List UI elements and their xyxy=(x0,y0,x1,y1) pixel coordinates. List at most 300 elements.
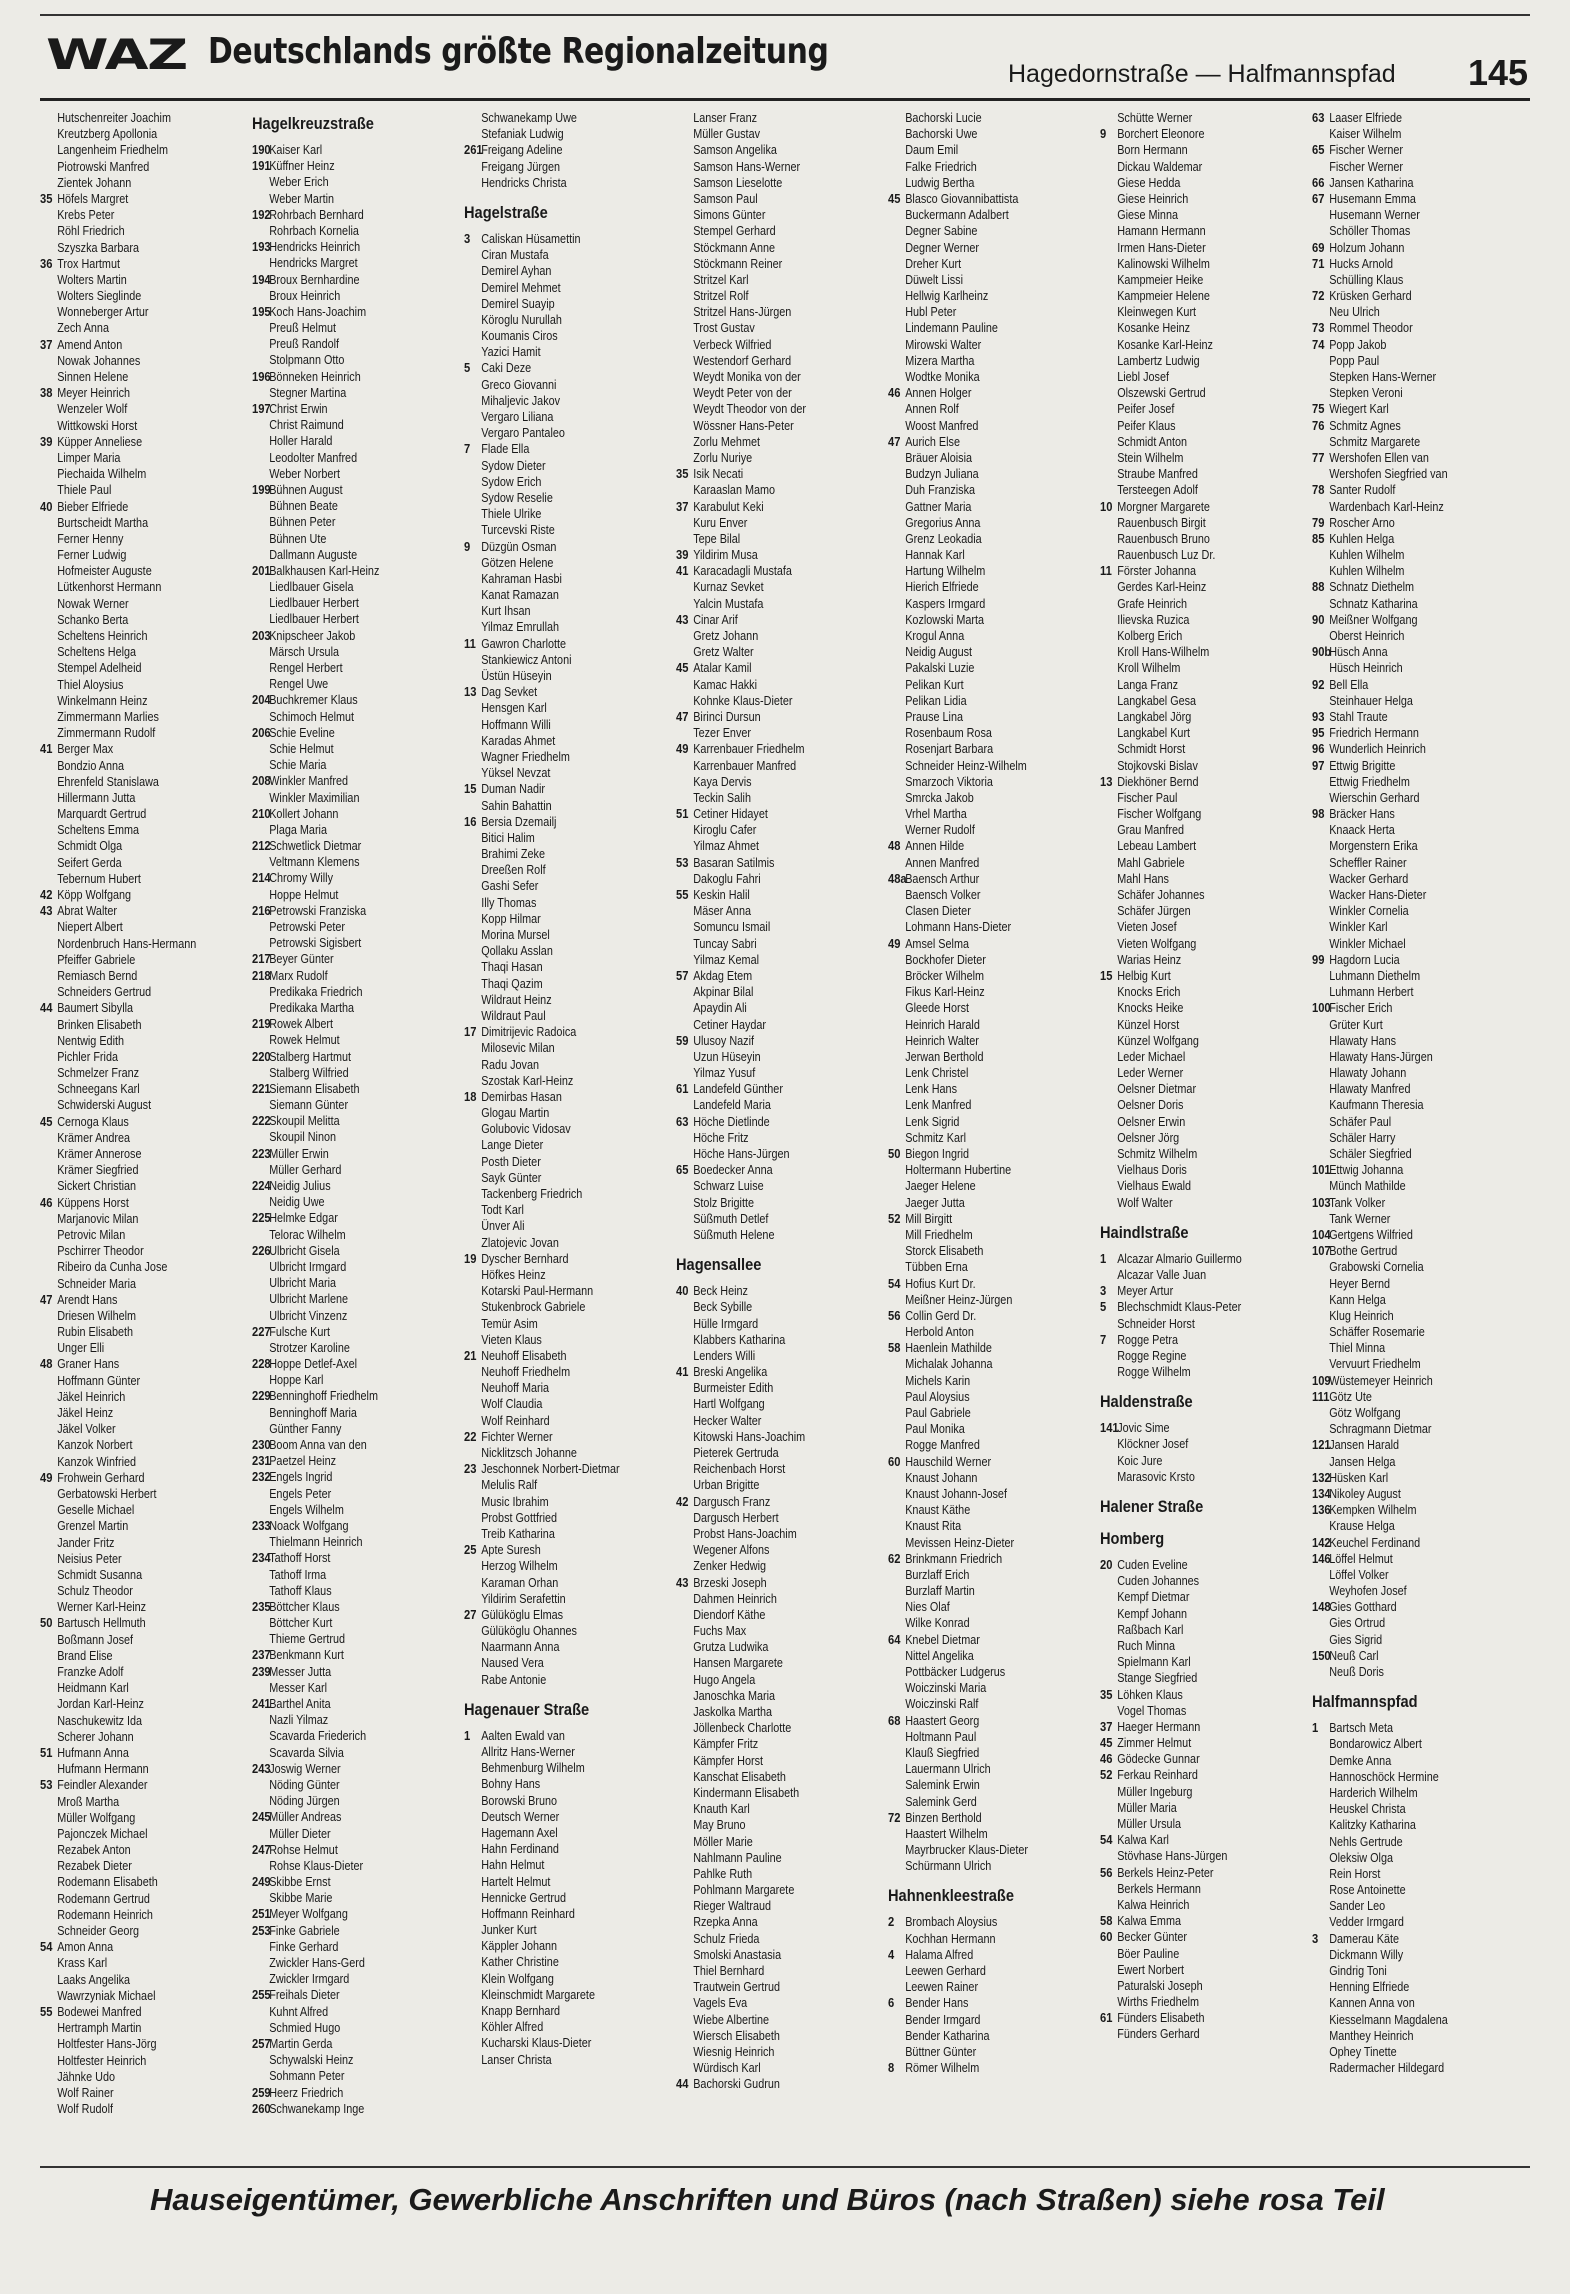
resident-name: Winkler Maximilian xyxy=(269,790,360,805)
resident-entry xyxy=(252,1987,428,2003)
resident-entry xyxy=(252,1097,428,1113)
house-number: 201 xyxy=(252,562,271,578)
resident-name: Becker Günter xyxy=(1117,1930,1188,1945)
house-number: 41 xyxy=(40,741,53,757)
resident-entry xyxy=(1312,1518,1488,1534)
resident-name: Wenzeler Wolf xyxy=(57,402,128,417)
resident-name: Laaser Elfriede xyxy=(1329,111,1403,125)
resident-name: Neuß Doris xyxy=(1329,1665,1384,1679)
house-number: 224 xyxy=(252,1178,271,1193)
resident-name: Kotarski Paul-Hermann xyxy=(481,1284,594,1299)
resident-name: Winkelmann Heinz xyxy=(57,693,148,708)
resident-entry xyxy=(676,482,852,498)
resident-name: Stankiewicz Antoni xyxy=(481,652,572,667)
resident-name: Borchert Eleonore xyxy=(1117,127,1205,142)
resident-entry xyxy=(888,1130,1064,1146)
resident-entry xyxy=(676,1299,852,1315)
resident-entry xyxy=(888,774,1064,790)
resident-name: Vergaro Pantaleo xyxy=(481,426,565,441)
resident-name: Holtermann Hubertine xyxy=(905,1163,1012,1178)
resident-entry xyxy=(676,1898,852,1914)
resident-name: Zech Anna xyxy=(57,321,109,336)
resident-name: Kohnke Klaus-Dieter xyxy=(693,693,793,708)
resident-entry xyxy=(464,619,640,635)
resident-entry xyxy=(888,2028,1064,2044)
resident-entry xyxy=(252,1518,428,1534)
resident-name: Freigang Adeline xyxy=(481,143,563,158)
resident-name: Prause Lina xyxy=(905,709,964,724)
resident-name: Würdisch Karl xyxy=(693,2061,761,2076)
resident-entry xyxy=(252,255,428,271)
resident-entry xyxy=(40,1761,216,1777)
resident-entry xyxy=(40,1583,216,1599)
resident-name: Hlawaty Hans-Jürgen xyxy=(1329,1049,1433,1064)
resident-name: Knauth Karl xyxy=(693,1802,750,1817)
resident-entry xyxy=(1100,1751,1276,1767)
resident-entry xyxy=(40,1259,216,1275)
resident-entry xyxy=(888,2012,1064,2028)
resident-name: Hagdorn Lucia xyxy=(1329,952,1400,967)
resident-name: Demke Anna xyxy=(1329,1753,1392,1768)
resident-name: Born Hermann xyxy=(1117,143,1188,158)
resident-name: Knapp Bernhard xyxy=(481,2004,561,2018)
resident-name: Berger Max xyxy=(57,742,114,757)
street-heading: Hagelstraße xyxy=(464,202,548,222)
resident-entry xyxy=(252,514,428,530)
resident-entry xyxy=(464,159,640,175)
resident-entry xyxy=(1100,790,1276,806)
resident-name: Keskin Halil xyxy=(693,888,750,902)
house-number: 68 xyxy=(888,1712,901,1728)
resident-entry xyxy=(1312,1162,1488,1178)
resident-name: Dahmen Heinrich xyxy=(693,1591,777,1606)
resident-name: Janoschka Maria xyxy=(693,1688,776,1703)
house-number: 220 xyxy=(252,1048,271,1064)
resident-name: Zimmer Helmut xyxy=(1117,1736,1192,1751)
resident-name: Buckermann Adalbert xyxy=(905,208,1009,223)
resident-name: Samson Hans-Werner xyxy=(693,159,801,174)
resident-entry xyxy=(252,1793,428,1809)
resident-name: Liedlbauer Gisela xyxy=(269,580,354,595)
resident-name: Bersia Dzemailj xyxy=(481,814,557,829)
directory-columns xyxy=(40,110,1530,2160)
house-number: 44 xyxy=(40,1000,53,1016)
resident-name: Akpinar Bilal xyxy=(693,985,754,1000)
resident-entry xyxy=(464,846,640,862)
resident-entry xyxy=(464,1445,640,1461)
resident-name: Bondzio Anna xyxy=(57,758,125,773)
resident-name: Engels Ingrid xyxy=(269,1470,333,1485)
resident-name: Klauß Siegfried xyxy=(905,1745,980,1760)
resident-name: Ulbricht Gisela xyxy=(269,1243,340,1258)
resident-entry xyxy=(1100,1000,1276,1016)
resident-name: Benninghoff Friedhelm xyxy=(269,1389,378,1404)
resident-name: Pieterek Gertruda xyxy=(693,1446,779,1460)
resident-name: Vieten Josef xyxy=(1117,920,1177,935)
resident-entry xyxy=(676,1114,852,1130)
resident-entry xyxy=(1100,1195,1276,1211)
resident-entry xyxy=(252,1971,428,1987)
house-number: 235 xyxy=(252,1598,271,1614)
resident-name: Schulz Frieda xyxy=(693,1931,760,1946)
resident-name: Müller Erwin xyxy=(269,1146,329,1161)
resident-entry xyxy=(676,1672,852,1688)
resident-entry xyxy=(252,595,428,611)
resident-name: Bender Irmgard xyxy=(905,2012,981,2027)
resident-entry xyxy=(1100,1962,1276,1978)
resident-name: Gattner Maria xyxy=(905,499,972,514)
house-number: 109 xyxy=(1312,1372,1331,1388)
resident-entry xyxy=(252,1227,428,1243)
resident-entry xyxy=(676,515,852,531)
resident-name: Jordan Karl-Heinz xyxy=(57,1697,144,1712)
resident-name: Wawrzyniak Michael xyxy=(57,1988,156,2003)
house-number: 36 xyxy=(40,255,53,271)
house-number: 35 xyxy=(676,466,689,482)
resident-entry xyxy=(252,1615,428,1631)
resident-entry xyxy=(888,385,1064,401)
resident-name: Wolf Claudia xyxy=(481,1397,543,1412)
resident-entry xyxy=(888,320,1064,336)
house-number: 25 xyxy=(464,1542,477,1558)
resident-entry xyxy=(252,870,428,886)
house-number: 47 xyxy=(40,1291,53,1307)
resident-name: Stepken Veroni xyxy=(1329,386,1403,401)
resident-entry xyxy=(252,951,428,967)
house-number: 245 xyxy=(252,1809,271,1825)
resident-entry xyxy=(40,1891,216,1907)
resident-name: Annen Manfred xyxy=(905,855,980,870)
resident-name: Barthel Anita xyxy=(269,1697,331,1711)
resident-name: Klein Wolfgang xyxy=(481,1971,554,1986)
resident-name: Kampmeier Helene xyxy=(1117,289,1210,304)
resident-entry xyxy=(888,1979,1064,1995)
resident-entry xyxy=(888,903,1064,919)
house-number: 63 xyxy=(1312,110,1325,125)
resident-name: Fünders Elisabeth xyxy=(1117,2011,1205,2026)
house-number: 206 xyxy=(252,724,271,740)
resident-entry xyxy=(464,830,640,846)
resident-entry xyxy=(252,433,428,449)
resident-entry xyxy=(1312,1000,1488,1016)
resident-entry xyxy=(40,1146,216,1162)
resident-name: Mill Friedhelm xyxy=(905,1227,973,1242)
resident-entry xyxy=(676,1736,852,1752)
resident-name: Hellwig Karlheinz xyxy=(905,289,989,304)
house-number: 90b xyxy=(1312,644,1332,660)
resident-entry xyxy=(1312,790,1488,806)
resident-name: Ettwig Brigitte xyxy=(1329,758,1396,773)
resident-name: Scherer Johann xyxy=(57,1729,134,1744)
house-number: 52 xyxy=(888,1210,901,1226)
resident-name: Jansen Katharina xyxy=(1329,175,1414,190)
resident-name: Hagemann Axel xyxy=(481,1825,558,1840)
resident-name: Benninghoff Maria xyxy=(269,1405,357,1420)
house-number: 27 xyxy=(464,1606,477,1622)
street-heading: Hagensallee xyxy=(676,1255,762,1275)
resident-entry xyxy=(40,871,216,887)
resident-name: Kiroglu Cafer xyxy=(693,823,757,838)
resident-entry xyxy=(1312,1769,1488,1785)
resident-entry xyxy=(40,256,216,272)
house-number: 97 xyxy=(1312,757,1325,773)
house-number: 46 xyxy=(40,1194,53,1210)
resident-name: Stempel Gerhard xyxy=(693,224,776,239)
resident-name: Driesen Wilhelm xyxy=(57,1308,137,1323)
house-number: 90 xyxy=(1312,611,1325,627)
resident-entry xyxy=(676,256,852,272)
resident-name: Müller Gustav xyxy=(693,127,761,142)
resident-name: Kalitzky Katharina xyxy=(1329,1818,1416,1833)
resident-name: Graner Hans xyxy=(57,1357,120,1372)
resident-name: Nazli Yilmaz xyxy=(269,1713,329,1728)
resident-name: Gülüköglu Ohannes xyxy=(481,1624,577,1639)
resident-name: Holtfester Hans-Jörg xyxy=(57,2037,157,2052)
resident-entry xyxy=(1312,855,1488,871)
resident-name: Hannoschöck Hermine xyxy=(1329,1769,1439,1784)
resident-entry xyxy=(1312,887,1488,903)
resident-entry xyxy=(676,110,852,126)
house-number: 7 xyxy=(464,441,471,457)
resident-entry xyxy=(252,1388,428,1404)
resident-name: Petrowski Sigisbert xyxy=(269,936,362,951)
resident-name: Ferner Henny xyxy=(57,531,124,546)
resident-name: Somuncu Ismail xyxy=(693,920,771,935)
resident-entry xyxy=(676,142,852,158)
resident-entry xyxy=(464,1429,640,1445)
resident-name: Gleede Horst xyxy=(905,1001,970,1016)
resident-entry xyxy=(888,1049,1064,1065)
resident-name: Ilievska Ruzica xyxy=(1117,612,1190,627)
house-number: 79 xyxy=(1312,514,1325,530)
resident-name: Rengel Uwe xyxy=(269,677,329,692)
resident-name: Pschirrer Theodor xyxy=(57,1244,144,1259)
resident-name: Boedecker Anna xyxy=(693,1163,773,1178)
resident-name: Ulusoy Nazif xyxy=(693,1033,754,1048)
resident-entry xyxy=(676,401,852,417)
resident-entry xyxy=(1100,385,1276,401)
resident-entry xyxy=(1100,936,1276,952)
resident-entry xyxy=(888,628,1064,644)
house-number: 249 xyxy=(252,1874,271,1890)
resident-name: Meißner Heinz-Jürgen xyxy=(905,1292,1013,1307)
resident-name: Götzen Helene xyxy=(481,555,554,570)
resident-entry xyxy=(40,1162,216,1178)
resident-name: Rommel Theodor xyxy=(1329,321,1413,336)
resident-entry xyxy=(888,1114,1064,1130)
resident-name: Schmidt Horst xyxy=(1117,742,1186,757)
resident-entry xyxy=(40,2101,216,2117)
resident-entry xyxy=(676,709,852,725)
resident-name: Ludwig Bertha xyxy=(905,175,975,190)
resident-name: Weber Erich xyxy=(269,175,329,190)
resident-name: Sander Leo xyxy=(1329,1899,1386,1914)
resident-entry xyxy=(464,490,640,506)
resident-name: Bühnen Ute xyxy=(269,531,327,546)
resident-name: Knipscheer Jakob xyxy=(269,628,356,643)
resident-name: Winkler Michael xyxy=(1329,936,1406,951)
resident-entry xyxy=(888,1963,1064,1979)
resident-entry xyxy=(676,1720,852,1736)
street-heading: Haldenstraße xyxy=(1100,1392,1193,1412)
resident-entry xyxy=(888,1211,1064,1227)
resident-name: Freigang Jürgen xyxy=(481,159,561,174)
resident-name: Kuru Enver xyxy=(693,515,748,530)
resident-entry xyxy=(464,1235,640,1251)
resident-name: Bitici Halim xyxy=(481,830,535,845)
resident-entry xyxy=(1312,353,1488,369)
resident-entry xyxy=(888,369,1064,385)
resident-name: Schmitz Wilhelm xyxy=(1117,1147,1198,1161)
resident-name: Niepert Albert xyxy=(57,920,123,935)
resident-name: Herbold Anton xyxy=(905,1325,974,1340)
resident-entry xyxy=(252,692,428,708)
resident-entry xyxy=(252,1567,428,1583)
resident-name: Wildraut Heinz xyxy=(481,992,552,1007)
resident-entry xyxy=(1100,1719,1276,1735)
resident-entry xyxy=(464,506,640,522)
resident-name: Skibbe Ernst xyxy=(269,1875,331,1890)
resident-entry xyxy=(252,239,428,255)
resident-entry xyxy=(1312,563,1488,579)
house-number: 92 xyxy=(1312,676,1325,692)
resident-name: Finke Gerhard xyxy=(269,1939,339,1954)
house-number: 35 xyxy=(40,190,53,206)
resident-name: Bühnen Beate xyxy=(269,499,338,514)
resident-name: Skoupil Ninon xyxy=(269,1130,337,1145)
resident-name: Caki Deze xyxy=(481,361,532,376)
resident-name: Jovic Sime xyxy=(1117,1421,1170,1436)
resident-name: Nöding Jürgen xyxy=(269,1794,340,1809)
resident-name: Hlawaty Hans xyxy=(1329,1033,1397,1048)
resident-entry xyxy=(888,1713,1064,1729)
resident-entry xyxy=(464,1922,640,1938)
resident-name: Nowak Werner xyxy=(57,596,129,611)
resident-name: Müller Ingeburg xyxy=(1117,1784,1193,1799)
resident-name: Budzyn Juliana xyxy=(905,467,979,482)
resident-name: Paul Gabriele xyxy=(905,1406,971,1420)
house-number: 150 xyxy=(1312,1647,1331,1663)
resident-name: Schneegans Karl xyxy=(57,1082,140,1097)
resident-name: Meyer Heinrich xyxy=(57,386,131,401)
resident-name: Bohny Hans xyxy=(481,1777,541,1792)
resident-entry xyxy=(676,1332,852,1348)
resident-entry xyxy=(1100,1784,1276,1800)
house-number: 39 xyxy=(676,547,689,563)
resident-entry xyxy=(1312,2028,1488,2044)
resident-entry xyxy=(1100,175,1276,191)
resident-entry xyxy=(252,757,428,773)
resident-entry xyxy=(676,1033,852,1049)
resident-name: Schie Eveline xyxy=(269,725,335,740)
resident-name: Schneider Heinz-Wilhelm xyxy=(905,758,1027,773)
resident-name: Kämpfer Fritz xyxy=(693,1737,759,1752)
resident-name: Wirths Friedhelm xyxy=(1117,1995,1200,2010)
house-number: 48a xyxy=(888,870,907,886)
resident-name: Schmitz Agnes xyxy=(1329,418,1401,433)
resident-entry xyxy=(676,1947,852,1963)
resident-entry xyxy=(676,547,852,563)
resident-entry xyxy=(888,2044,1064,2060)
resident-name: Friedrich Hermann xyxy=(1329,726,1419,741)
resident-name: Cetiner Hidayet xyxy=(693,807,768,822)
resident-entry xyxy=(1100,628,1276,644)
house-number: 229 xyxy=(252,1388,271,1404)
resident-name: Wardenbach Karl-Heinz xyxy=(1329,499,1444,514)
resident-name: Woiczinski Maria xyxy=(905,1681,987,1696)
resident-name: Harderich Wilhelm xyxy=(1329,1785,1418,1800)
resident-entry xyxy=(888,1437,1064,1453)
resident-entry xyxy=(40,2020,216,2036)
resident-name: Stein Wilhelm xyxy=(1117,450,1184,465)
resident-entry xyxy=(676,838,852,854)
resident-entry xyxy=(888,1065,1064,1081)
resident-name: Junker Kurt xyxy=(481,1923,537,1938)
resident-entry xyxy=(676,677,852,693)
resident-entry xyxy=(1100,1654,1276,1670)
resident-entry xyxy=(676,385,852,401)
resident-name: Knaack Herta xyxy=(1329,823,1395,838)
resident-name: Piotrowski Manfred xyxy=(57,159,150,174)
resident-entry xyxy=(1100,1049,1276,1065)
resident-name: Allritz Hans-Werner xyxy=(481,1745,575,1759)
resident-entry xyxy=(1312,1437,1488,1453)
resident-name: Löffel Volker xyxy=(1329,1567,1389,1582)
resident-entry xyxy=(464,1364,640,1380)
resident-name: Telorac Wilhelm xyxy=(269,1227,346,1242)
resident-name: Ewert Norbert xyxy=(1117,1962,1185,1977)
resident-entry xyxy=(464,862,640,878)
resident-entry xyxy=(1312,1146,1488,1162)
resident-entry xyxy=(252,1712,428,1728)
resident-name: Tackenberg Friedrich xyxy=(481,1187,583,1201)
resident-entry xyxy=(1312,1850,1488,1866)
resident-name: Winkler Manfred xyxy=(269,774,349,789)
resident-name: Koch Hans-Joachim xyxy=(269,304,367,319)
house-number: 53 xyxy=(676,854,689,870)
resident-name: Werner Rudolf xyxy=(905,823,975,838)
resident-entry xyxy=(1100,1081,1276,1097)
resident-entry xyxy=(1312,968,1488,984)
house-number: 55 xyxy=(676,887,689,902)
resident-name: Nicklitzsch Johanne xyxy=(481,1446,577,1460)
resident-name: Basaran Satilmis xyxy=(693,855,775,870)
resident-entry xyxy=(1312,1114,1488,1130)
resident-name: Cuden Johannes xyxy=(1117,1574,1200,1589)
resident-entry xyxy=(252,1421,428,1437)
resident-name: Qollaku Asslan xyxy=(481,944,553,959)
house-number: 19 xyxy=(464,1250,477,1266)
resident-name: Yüksel Nevzat xyxy=(481,766,551,781)
resident-name: Mäser Anna xyxy=(693,904,752,919)
house-number: 214 xyxy=(252,870,271,886)
resident-entry xyxy=(1100,612,1276,628)
resident-entry xyxy=(676,1348,852,1364)
resident-name: Ribeiro da Cunha Jose xyxy=(57,1260,168,1275)
resident-entry xyxy=(676,1510,852,1526)
resident-name: Wittkowski Horst xyxy=(57,418,138,433)
resident-name: Kozlowski Marta xyxy=(905,612,985,627)
resident-entry xyxy=(252,498,428,514)
resident-name: Yilmaz Kemal xyxy=(693,952,760,967)
resident-entry xyxy=(252,272,428,288)
resident-entry xyxy=(1100,1557,1276,1573)
resident-name: Karrenbauer Friedhelm xyxy=(693,742,805,757)
house-number: 104 xyxy=(1312,1226,1331,1242)
resident-name: Stahl Traute xyxy=(1329,709,1388,724)
resident-entry xyxy=(40,903,216,919)
resident-entry xyxy=(1100,563,1276,579)
